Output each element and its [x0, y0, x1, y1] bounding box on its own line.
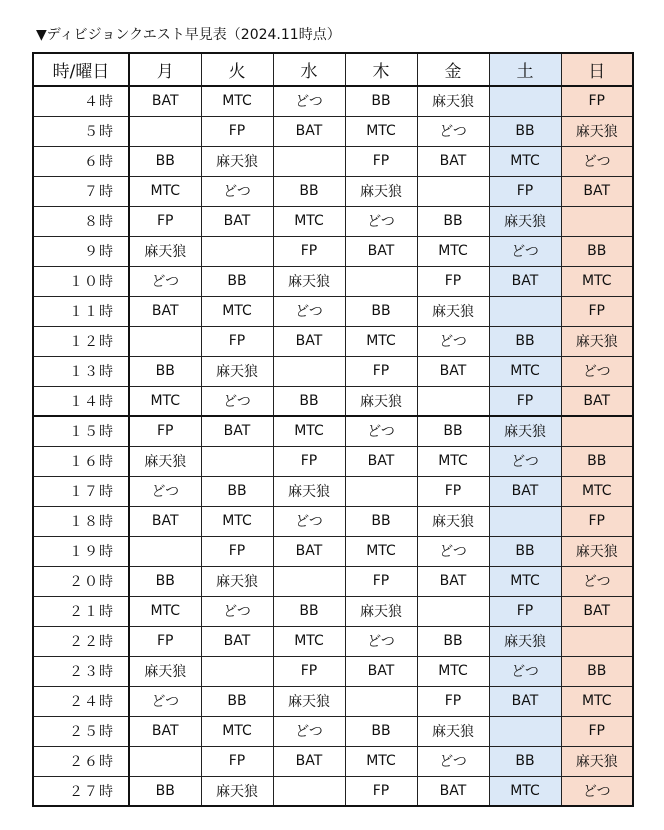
- cell-wed: [273, 566, 345, 596]
- cell-sat: BB: [489, 326, 561, 356]
- cell-thu: 麻天狼: [345, 176, 417, 206]
- cell-wed: BAT: [273, 536, 345, 566]
- schedule-table: [32, 52, 634, 807]
- header-mon: 月: [129, 53, 201, 86]
- cell-fri: BAT: [417, 776, 489, 806]
- cell-sat: 麻天狼: [489, 416, 561, 446]
- cell-wed: [273, 776, 345, 806]
- table-row: [33, 206, 633, 236]
- cell-wed: 麻天狼: [273, 686, 345, 716]
- cell-thu: [345, 686, 417, 716]
- cell-wed: MTC: [273, 206, 345, 236]
- cell-sat: 麻天狼: [489, 206, 561, 236]
- cell-wed: BB: [273, 176, 345, 206]
- cell-sun: FP: [561, 716, 633, 746]
- header-row: [33, 53, 633, 86]
- cell-fri: MTC: [417, 236, 489, 266]
- cell-thu: [345, 476, 417, 506]
- cell-sat: BAT: [489, 476, 561, 506]
- cell-sun: MTC: [561, 686, 633, 716]
- cell-wed: 麻天狼: [273, 266, 345, 296]
- cell-mon: [129, 326, 201, 356]
- table-row: [33, 746, 633, 776]
- table-row: [33, 596, 633, 626]
- cell-hour: ６時: [33, 146, 129, 176]
- cell-fri: [417, 596, 489, 626]
- cell-thu: MTC: [345, 536, 417, 566]
- cell-tue: BB: [201, 476, 273, 506]
- cell-wed: BB: [273, 596, 345, 626]
- cell-thu: BB: [345, 506, 417, 536]
- cell-sun: [561, 206, 633, 236]
- table-row: [33, 146, 633, 176]
- cell-tue: どつ: [201, 176, 273, 206]
- cell-wed: [273, 146, 345, 176]
- cell-mon: どつ: [129, 266, 201, 296]
- cell-fri: どつ: [417, 536, 489, 566]
- cell-hour: １５時: [33, 416, 129, 446]
- cell-sat: [489, 716, 561, 746]
- cell-sat: MTC: [489, 356, 561, 386]
- cell-sat: [489, 506, 561, 536]
- cell-sat: FP: [489, 176, 561, 206]
- cell-mon: MTC: [129, 386, 201, 416]
- cell-hour: ２３時: [33, 656, 129, 686]
- cell-sun: FP: [561, 506, 633, 536]
- cell-wed: どつ: [273, 716, 345, 746]
- cell-fri: BB: [417, 206, 489, 236]
- cell-wed: 麻天狼: [273, 476, 345, 506]
- cell-sun: MTC: [561, 476, 633, 506]
- header-sun: 日: [561, 53, 633, 86]
- cell-fri: BB: [417, 626, 489, 656]
- cell-sat: [489, 296, 561, 326]
- table-row: [33, 236, 633, 266]
- cell-fri: 麻天狼: [417, 716, 489, 746]
- cell-sat: BB: [489, 536, 561, 566]
- cell-thu: FP: [345, 356, 417, 386]
- table-row: [33, 536, 633, 566]
- cell-hour: １１時: [33, 296, 129, 326]
- table-row: [33, 176, 633, 206]
- table-row: [33, 326, 633, 356]
- table-row: [33, 656, 633, 686]
- cell-thu: [345, 266, 417, 296]
- cell-mon: BAT: [129, 86, 201, 116]
- cell-fri: MTC: [417, 446, 489, 476]
- cell-sun: BB: [561, 656, 633, 686]
- table-row: [33, 776, 633, 806]
- cell-tue: [201, 446, 273, 476]
- cell-sun: FP: [561, 86, 633, 116]
- cell-sun: BAT: [561, 176, 633, 206]
- cell-wed: どつ: [273, 296, 345, 326]
- cell-hour: １６時: [33, 446, 129, 476]
- cell-sat: BB: [489, 746, 561, 776]
- cell-mon: どつ: [129, 476, 201, 506]
- cell-sun: どつ: [561, 146, 633, 176]
- cell-hour: ２７時: [33, 776, 129, 806]
- cell-thu: MTC: [345, 116, 417, 146]
- cell-fri: どつ: [417, 326, 489, 356]
- header-wed: 水: [273, 53, 345, 86]
- cell-sat: どつ: [489, 446, 561, 476]
- cell-fri: 麻天狼: [417, 86, 489, 116]
- cell-mon: BAT: [129, 296, 201, 326]
- cell-hour: １０時: [33, 266, 129, 296]
- cell-sat: MTC: [489, 776, 561, 806]
- header-tue: 火: [201, 53, 273, 86]
- cell-tue: どつ: [201, 596, 273, 626]
- cell-tue: MTC: [201, 86, 273, 116]
- schedule-body: [33, 86, 633, 806]
- table-row: [33, 566, 633, 596]
- cell-wed: FP: [273, 446, 345, 476]
- cell-fri: BAT: [417, 356, 489, 386]
- page-title: ▼ディビジョンクエスト早見表（2024.11時点）: [36, 27, 341, 43]
- cell-hour: １２時: [33, 326, 129, 356]
- cell-thu: BB: [345, 86, 417, 116]
- cell-mon: BB: [129, 146, 201, 176]
- cell-sun: 麻天狼: [561, 536, 633, 566]
- cell-wed: FP: [273, 656, 345, 686]
- cell-sat: MTC: [489, 566, 561, 596]
- cell-tue: FP: [201, 536, 273, 566]
- cell-tue: MTC: [201, 506, 273, 536]
- cell-hour: ２２時: [33, 626, 129, 656]
- cell-mon: 麻天狼: [129, 236, 201, 266]
- cell-tue: BAT: [201, 416, 273, 446]
- cell-thu: BAT: [345, 446, 417, 476]
- cell-sun: MTC: [561, 266, 633, 296]
- cell-hour: ４時: [33, 86, 129, 116]
- cell-mon: BB: [129, 776, 201, 806]
- cell-fri: どつ: [417, 116, 489, 146]
- cell-tue: FP: [201, 746, 273, 776]
- table-row: [33, 386, 633, 416]
- cell-wed: MTC: [273, 626, 345, 656]
- cell-sun: BB: [561, 446, 633, 476]
- cell-mon: BB: [129, 566, 201, 596]
- cell-hour: ２１時: [33, 596, 129, 626]
- cell-thu: MTC: [345, 326, 417, 356]
- cell-wed: BAT: [273, 746, 345, 776]
- cell-sat: 麻天狼: [489, 626, 561, 656]
- cell-tue: MTC: [201, 716, 273, 746]
- cell-wed: [273, 356, 345, 386]
- cell-thu: 麻天狼: [345, 386, 417, 416]
- cell-hour: ２６時: [33, 746, 129, 776]
- cell-sat: [489, 86, 561, 116]
- cell-sun: 麻天狼: [561, 326, 633, 356]
- cell-thu: FP: [345, 566, 417, 596]
- cell-mon: MTC: [129, 596, 201, 626]
- table-row: [33, 296, 633, 326]
- cell-thu: どつ: [345, 206, 417, 236]
- cell-tue: [201, 656, 273, 686]
- cell-tue: BAT: [201, 206, 273, 236]
- cell-sat: BAT: [489, 266, 561, 296]
- table-row: [33, 716, 633, 746]
- header-hour-day: 時/曜日: [33, 53, 129, 86]
- cell-sat: BAT: [489, 686, 561, 716]
- cell-sun: BAT: [561, 386, 633, 416]
- cell-tue: 麻天狼: [201, 566, 273, 596]
- cell-mon: [129, 746, 201, 776]
- table-row: [33, 686, 633, 716]
- cell-mon: FP: [129, 416, 201, 446]
- cell-mon: MTC: [129, 176, 201, 206]
- cell-fri: [417, 386, 489, 416]
- cell-sun: どつ: [561, 566, 633, 596]
- cell-hour: １３時: [33, 356, 129, 386]
- cell-sun: 麻天狼: [561, 746, 633, 776]
- cell-mon: 麻天狼: [129, 656, 201, 686]
- cell-tue: 麻天狼: [201, 776, 273, 806]
- cell-tue: 麻天狼: [201, 356, 273, 386]
- cell-fri: 麻天狼: [417, 296, 489, 326]
- cell-fri: MTC: [417, 656, 489, 686]
- cell-sun: [561, 626, 633, 656]
- table-row: [33, 356, 633, 386]
- cell-thu: FP: [345, 776, 417, 806]
- cell-mon: FP: [129, 626, 201, 656]
- cell-hour: １８時: [33, 506, 129, 536]
- cell-fri: FP: [417, 266, 489, 296]
- cell-mon: FP: [129, 206, 201, 236]
- cell-thu: 麻天狼: [345, 596, 417, 626]
- table-row: [33, 416, 633, 446]
- cell-tue: BB: [201, 686, 273, 716]
- cell-fri: どつ: [417, 746, 489, 776]
- cell-sun: 麻天狼: [561, 116, 633, 146]
- cell-sat: FP: [489, 386, 561, 416]
- cell-wed: FP: [273, 236, 345, 266]
- cell-fri: BB: [417, 416, 489, 446]
- cell-sat: どつ: [489, 656, 561, 686]
- cell-tue: MTC: [201, 296, 273, 326]
- cell-sun: [561, 416, 633, 446]
- cell-sun: どつ: [561, 356, 633, 386]
- cell-sat: どつ: [489, 236, 561, 266]
- cell-mon: BAT: [129, 716, 201, 746]
- cell-sun: BAT: [561, 596, 633, 626]
- cell-fri: FP: [417, 476, 489, 506]
- cell-fri: [417, 176, 489, 206]
- cell-thu: どつ: [345, 416, 417, 446]
- cell-fri: FP: [417, 686, 489, 716]
- cell-sat: FP: [489, 596, 561, 626]
- cell-tue: どつ: [201, 386, 273, 416]
- cell-thu: MTC: [345, 746, 417, 776]
- cell-thu: BB: [345, 716, 417, 746]
- cell-thu: FP: [345, 146, 417, 176]
- cell-tue: 麻天狼: [201, 146, 273, 176]
- cell-hour: ２４時: [33, 686, 129, 716]
- cell-thu: BAT: [345, 236, 417, 266]
- cell-hour: ８時: [33, 206, 129, 236]
- cell-wed: どつ: [273, 506, 345, 536]
- cell-hour: ２５時: [33, 716, 129, 746]
- cell-tue: FP: [201, 326, 273, 356]
- table-row: [33, 116, 633, 146]
- cell-sat: MTC: [489, 146, 561, 176]
- cell-tue: FP: [201, 116, 273, 146]
- cell-thu: どつ: [345, 626, 417, 656]
- cell-mon: [129, 116, 201, 146]
- header-fri: 金: [417, 53, 489, 86]
- header-thu: 木: [345, 53, 417, 86]
- table-row: [33, 476, 633, 506]
- cell-thu: BAT: [345, 656, 417, 686]
- cell-hour: ５時: [33, 116, 129, 146]
- cell-hour: １９時: [33, 536, 129, 566]
- cell-fri: 麻天狼: [417, 506, 489, 536]
- cell-thu: BB: [345, 296, 417, 326]
- cell-mon: 麻天狼: [129, 446, 201, 476]
- cell-tue: [201, 236, 273, 266]
- cell-tue: BB: [201, 266, 273, 296]
- cell-hour: １４時: [33, 386, 129, 416]
- cell-hour: ２０時: [33, 566, 129, 596]
- cell-wed: BB: [273, 386, 345, 416]
- table-row: [33, 266, 633, 296]
- cell-hour: ９時: [33, 236, 129, 266]
- cell-wed: BAT: [273, 116, 345, 146]
- cell-wed: BAT: [273, 326, 345, 356]
- cell-sun: FP: [561, 296, 633, 326]
- cell-sun: どつ: [561, 776, 633, 806]
- table-row: [33, 506, 633, 536]
- table-row: [33, 86, 633, 116]
- table-row: [33, 626, 633, 656]
- table-row: [33, 446, 633, 476]
- cell-wed: どつ: [273, 86, 345, 116]
- cell-mon: [129, 536, 201, 566]
- cell-sun: BB: [561, 236, 633, 266]
- cell-mon: BAT: [129, 506, 201, 536]
- cell-mon: BB: [129, 356, 201, 386]
- cell-hour: ７時: [33, 176, 129, 206]
- cell-fri: BAT: [417, 146, 489, 176]
- header-sat: 土: [489, 53, 561, 86]
- cell-mon: どつ: [129, 686, 201, 716]
- cell-tue: BAT: [201, 626, 273, 656]
- cell-sat: BB: [489, 116, 561, 146]
- cell-wed: MTC: [273, 416, 345, 446]
- cell-fri: BAT: [417, 566, 489, 596]
- cell-hour: １７時: [33, 476, 129, 506]
